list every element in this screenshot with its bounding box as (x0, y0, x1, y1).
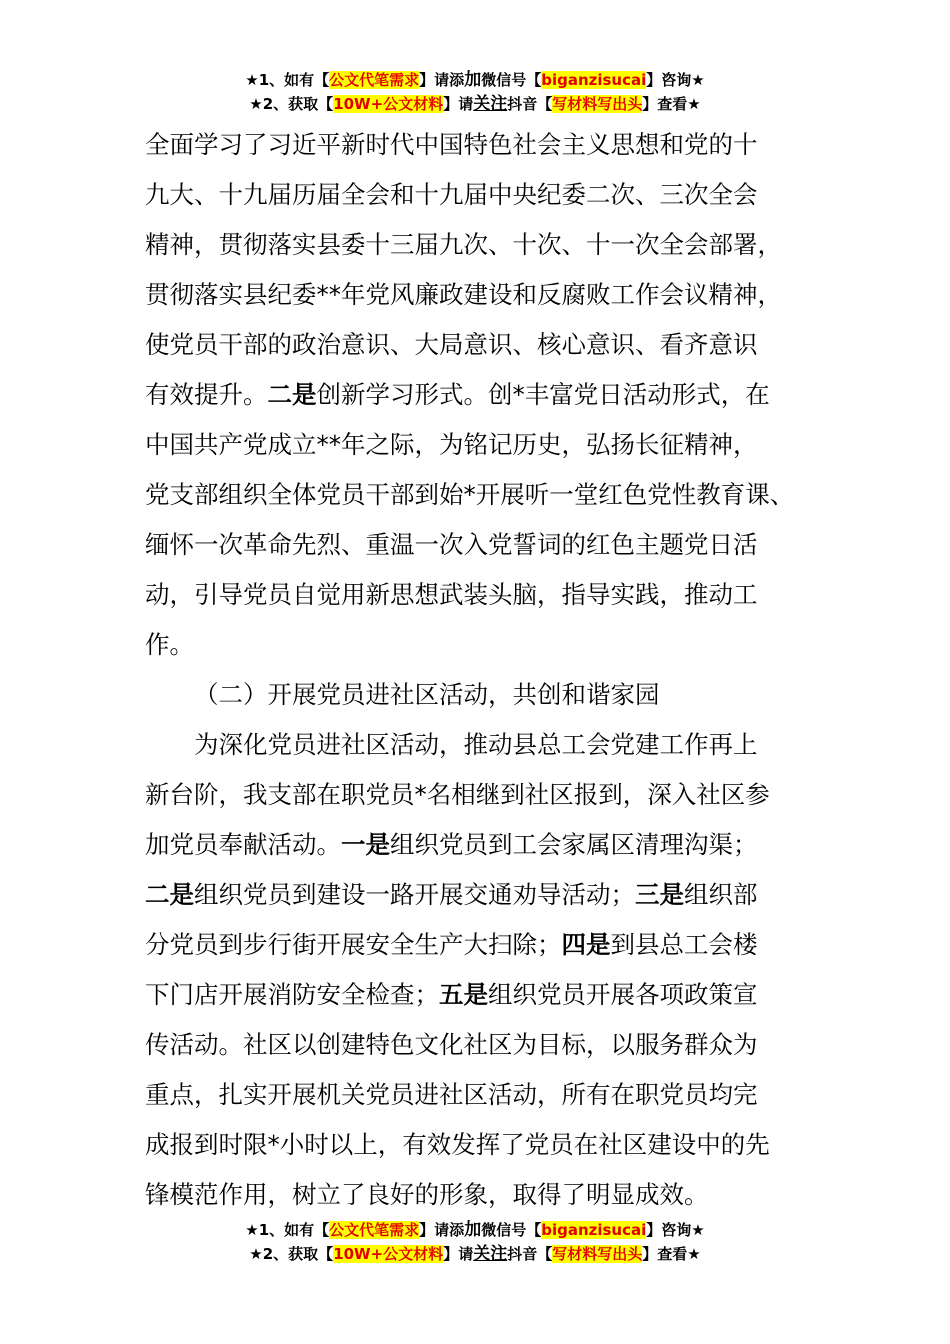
document-body (145, 120, 815, 1220)
body-line: 中国共产党成立**年之际，为铭记历史，弘扬长征精神， (145, 430, 758, 459)
body-line: 为深化党员进社区活动，推动县总工会党建工作再上 (194, 730, 758, 759)
body-line: 作。 (145, 630, 194, 659)
banner-line-2: ★2、获取【10W+公文材料】请关注抖音【写材料写出头】查看★ (249, 1244, 701, 1264)
body-line: 传活动。社区以创建特色文化社区为目标，以服务群众为 (145, 1030, 758, 1059)
header-banner (0, 68, 950, 116)
highlight-douyin: 写材料写出头 (552, 1245, 643, 1263)
highlight-douyin: 写材料写出头 (552, 95, 643, 113)
banner-line-1: ★1、如有【公文代笔需求】请添加微信号【biganzisucai】咨询★ (245, 70, 705, 90)
body-line: 分党员到步行街开展安全生产大扫除；四是到县总工会楼 (145, 930, 758, 959)
body-line: 缅怀一次革命先烈、重温一次入党誓词的红色主题党日活 (145, 530, 758, 559)
body-line: 贯彻落实县纪委**年党风廉政建设和反腐败工作会议精神， (145, 280, 782, 309)
body-line: 党支部组织全体党员干部到始*开展听一堂红色党性教育课、 (145, 480, 795, 509)
highlight-wechat-id: biganzisucai (541, 71, 647, 89)
body-line: 动，引导党员自觉用新思想武装头脑，指导实践，推动工 (145, 580, 758, 609)
footer-banner (0, 1218, 950, 1266)
body-line: 精神，贯彻落实县委十三届九次、十次、十一次全会部署， (145, 230, 782, 259)
highlight-materials: 10W+公文材料 (333, 95, 444, 113)
body-line: 使党员干部的政治意识、大局意识、核心意识、看齐意识 (145, 330, 758, 359)
body-line: 九大、十九届历届全会和十九届中央纪委二次、三次全会 (145, 180, 758, 209)
banner-line-1: ★1、如有【公文代笔需求】请添加微信号【biganzisucai】咨询★ (245, 1220, 705, 1240)
highlight-materials: 10W+公文材料 (333, 1245, 444, 1263)
body-line: 二是组织党员到建设一路开展交通劝导活动；三是组织部 (145, 880, 758, 909)
section-heading: （二）开展党员进社区活动，共创和谐家园 (194, 680, 660, 709)
body-line: 重点，扎实开展机关党员进社区活动，所有在职党员均完 (145, 1080, 758, 1109)
highlight-wechat-id: biganzisucai (541, 1221, 647, 1239)
body-line: 锋模范作用，树立了良好的形象，取得了明显成效。 (145, 1180, 709, 1209)
body-line: 成报到时限*小时以上，有效发挥了党员在社区建设中的先 (145, 1130, 770, 1159)
body-line: 有效提升。二是创新学习形式。创*丰富党日活动形式，在 (145, 380, 770, 409)
highlight-service: 公文代笔需求 (329, 1221, 420, 1239)
body-line: 新台阶，我支部在职党员*名相继到社区报到，深入社区参 (145, 780, 770, 809)
highlight-service: 公文代笔需求 (329, 71, 420, 89)
body-line: 加党员奉献活动。一是组织党员到工会家属区清理沟渠； (145, 830, 758, 859)
body-line: 全面学习了习近平新时代中国特色社会主义思想和党的十 (145, 130, 758, 159)
banner-line-2: ★2、获取【10W+公文材料】请关注抖音【写材料写出头】查看★ (249, 94, 701, 114)
body-line: 下门店开展消防安全检查；五是组织党员开展各项政策宣 (145, 980, 758, 1009)
